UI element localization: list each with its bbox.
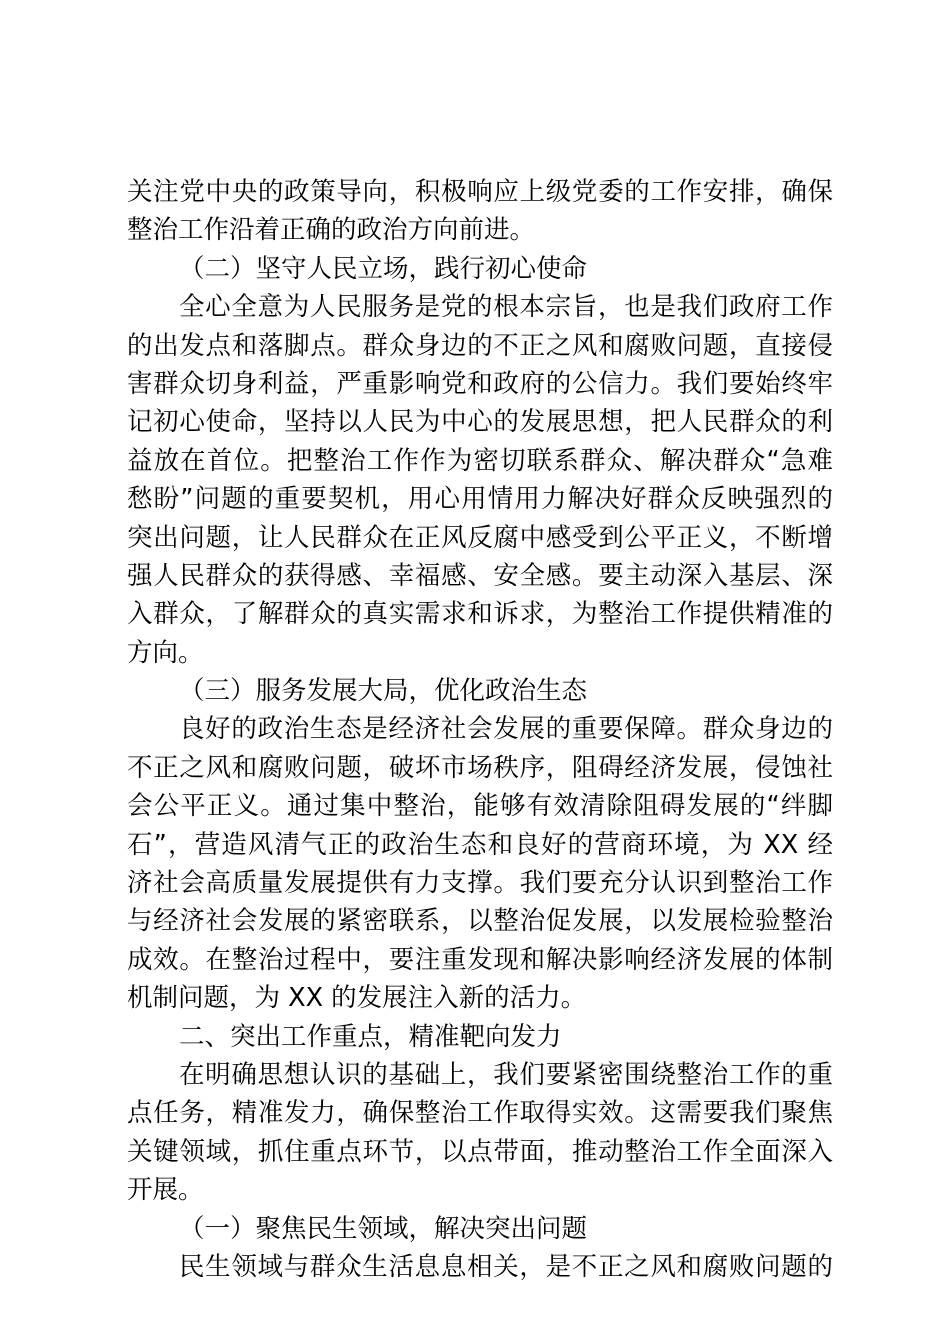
text-line: 点任务，精准发力，确保整治工作取得实效。这需要我们聚焦 xyxy=(127,1098,833,1129)
text-line: 机制问题，为 XX 的发展注入新的活力。 xyxy=(127,983,587,1014)
text-line: 良好的政治生态是经济社会发展的重要保障。群众身边的 xyxy=(179,714,833,745)
text-line: 愁盼”问题的重要契机，用心用情用力解决好群众反映强烈的 xyxy=(127,484,833,515)
text-line: 全心全意为人民服务是党的根本宗旨，也是我们政府工作 xyxy=(179,292,833,323)
section-heading: （一）聚焦民生领域，解决突出问题 xyxy=(179,1213,588,1244)
text-line: 会公平正义。通过集中整治，能够有效清除阻碍发展的“绊脚 xyxy=(127,791,833,822)
text-line: 开展。 xyxy=(127,1175,204,1206)
text-line: 整治工作沿着正确的政治方向前进。 xyxy=(127,215,536,246)
section-heading: 二、突出工作重点，精准靶向发力 xyxy=(179,1021,562,1052)
text-line: 记初心使命，坚持以人民为中心的发展思想，把人民群众的利 xyxy=(127,407,833,438)
section-heading: （三）服务发展大局，优化政治生态 xyxy=(179,676,588,707)
text-line: 的出发点和落脚点。群众身边的不正之风和腐败问题，直接侵 xyxy=(127,330,833,361)
text-line: 入群众，了解群众的真实需求和诉求，为整治工作提供精准的 xyxy=(127,599,833,630)
text-line: 石”，营造风清气正的政治生态和良好的营商环境，为 XX 经 xyxy=(127,829,833,860)
text-line: 关键领域，抓住重点环节，以点带面，推动整治工作全面深入 xyxy=(127,1136,833,1167)
text-line: 强人民群众的获得感、幸福感、安全感。要主动深入基层、深 xyxy=(127,560,833,591)
text-line: 不正之风和腐败问题，破坏市场秩序，阻碍经济发展，侵蚀社 xyxy=(127,752,833,783)
text-line: 济社会高质量发展提供有力支撑。我们要充分认识到整治工作 xyxy=(127,868,833,899)
text-line: 与经济社会发展的紧密联系，以整治促发展，以发展检验整治 xyxy=(127,906,833,937)
text-line: 关注党中央的政策导向，积极响应上级党委的工作安排，确保 xyxy=(127,177,833,207)
text-line: 成效。在整治过程中，要注重发现和解决影响经济发展的体制 xyxy=(127,944,833,975)
text-line: 害群众切身利益，严重影响党和政府的公信力。我们要始终牢 xyxy=(127,368,833,399)
text-line: 方向。 xyxy=(127,637,204,668)
text-line: 民生领域与群众生活息息相关，是不正之风和腐败问题的 xyxy=(179,1251,833,1282)
document-body xyxy=(127,173,833,1286)
text-line: 在明确思想认识的基础上，我们要紧密围绕整治工作的重 xyxy=(179,1059,833,1090)
text-line: 益放在首位。把整治工作作为密切联系群众、解决群众“急难 xyxy=(127,445,833,476)
section-heading: （二）坚守人民立场，践行初心使命 xyxy=(179,253,588,284)
text-line: 突出问题，让人民群众在正风反腐中感受到公平正义，不断增 xyxy=(127,522,833,553)
